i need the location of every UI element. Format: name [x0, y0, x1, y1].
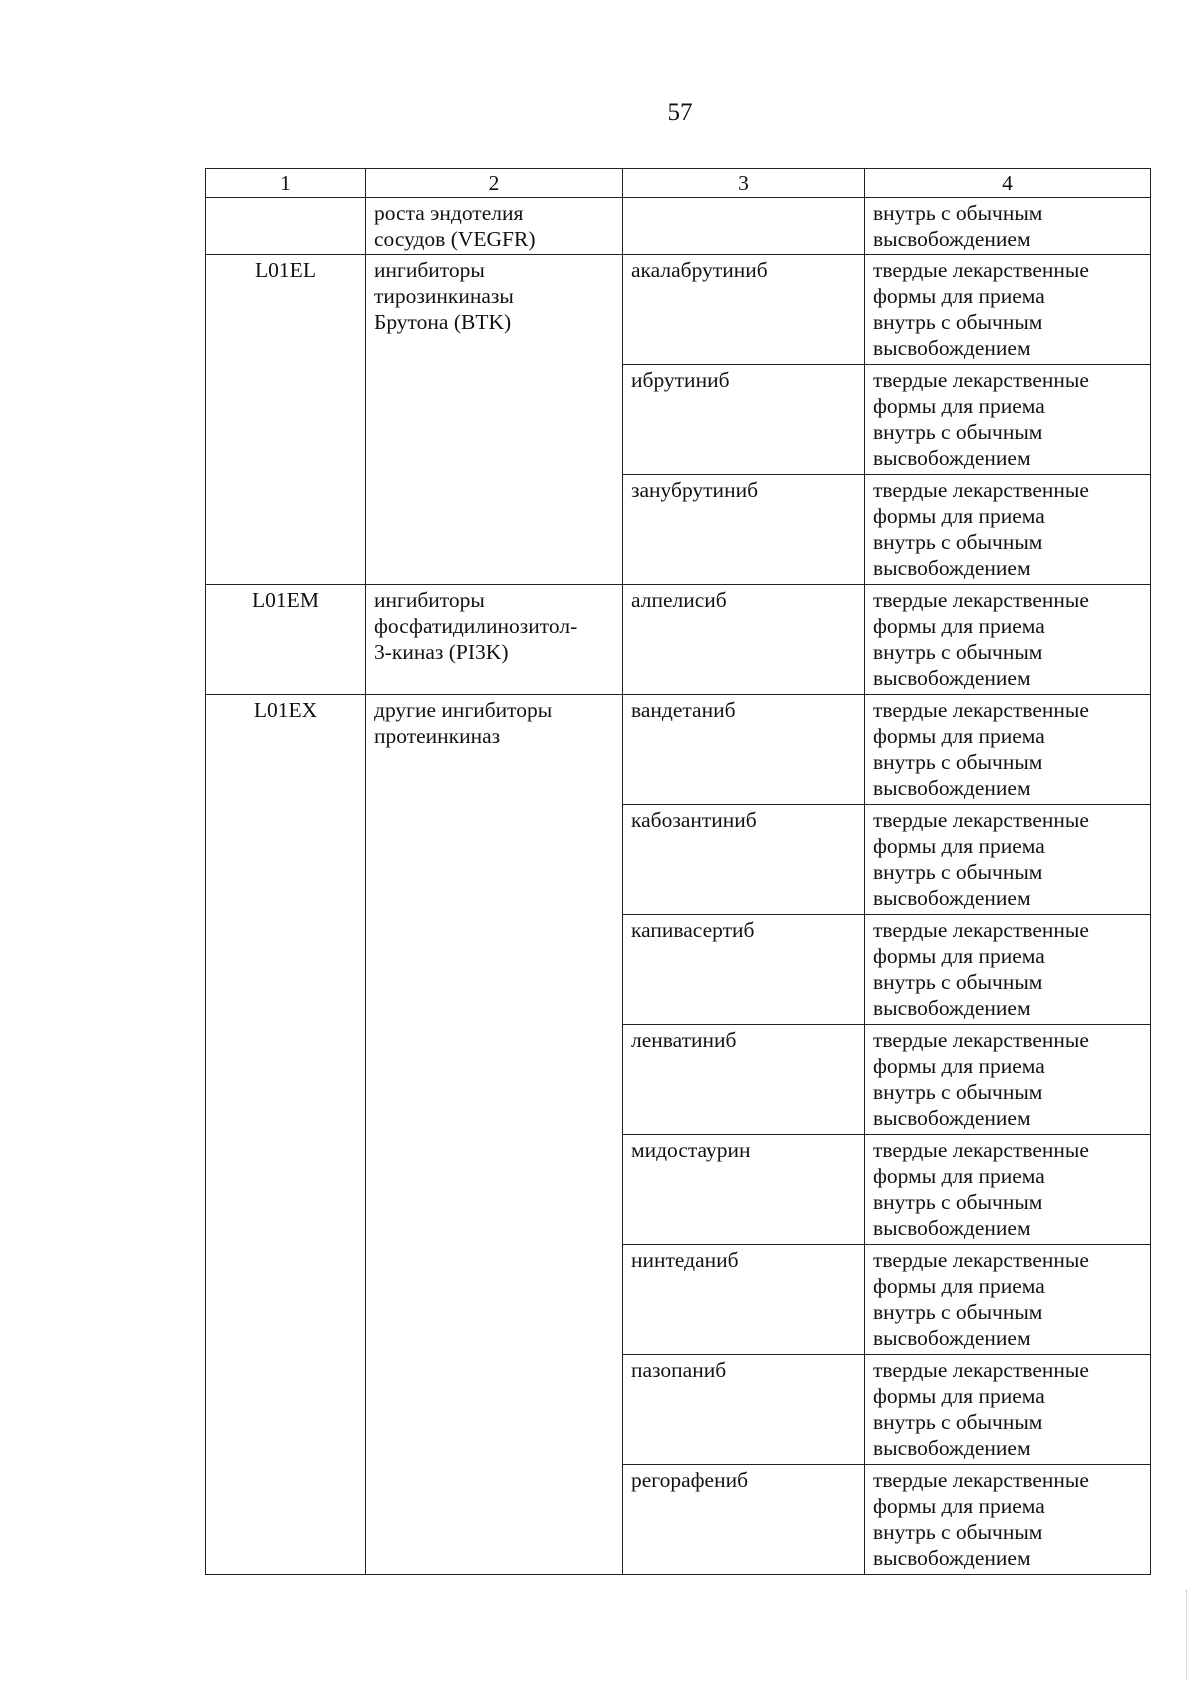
atc-code-cell: L01EM [206, 585, 366, 695]
group-cell-line: ингибиторы [374, 258, 485, 282]
dosage-form-cell-line: высвобождением [873, 1216, 1031, 1240]
dosage-form-cell-line: внутрь с обычным [873, 1300, 1043, 1324]
drug-name-cell: занубрутиниб [623, 475, 865, 585]
drug-name-cell: регорафениб [623, 1465, 865, 1575]
drug-name-cell: пазопаниб [623, 1355, 865, 1465]
dosage-form-cell-line: внутрь с обычным [873, 1520, 1043, 1544]
group-cell [366, 198, 623, 255]
dosage-form-cell [865, 255, 1151, 365]
dosage-form-cell-line: твердые лекарственные [873, 478, 1089, 502]
dosage-form-cell-line: формы для приема [873, 1494, 1045, 1518]
dosage-form-cell-line: формы для приема [873, 614, 1045, 638]
group-cell-line: 3-киназ (PI3K) [374, 640, 509, 664]
table-row [206, 695, 1151, 805]
dosage-form-cell-line: внутрь с обычным [873, 530, 1043, 554]
dosage-form-cell-line: внутрь с обычным [873, 1080, 1043, 1104]
dosage-form-cell-line: высвобождением [873, 886, 1031, 910]
dosage-form-cell-line: внутрь с обычным [873, 750, 1043, 774]
dosage-form-cell [865, 1025, 1151, 1135]
dosage-form-cell-line: формы для приема [873, 724, 1045, 748]
group-cell-line: Брутона (BTK) [374, 310, 512, 334]
drug-name-cell: алпелисиб [623, 585, 865, 695]
dosage-form-cell-line: высвобождением [873, 336, 1031, 360]
dosage-form-cell-line: внутрь с обычным [873, 640, 1043, 664]
group-cell-line: тирозинкиназы [374, 284, 514, 308]
dosage-form-cell-line: высвобождением [873, 1436, 1031, 1460]
dosage-form-cell-line: высвобождением [873, 1326, 1031, 1350]
dosage-form-cell [865, 695, 1151, 805]
drug-name-cell [623, 198, 865, 255]
dosage-form-cell-line: твердые лекарственные [873, 1028, 1089, 1052]
page-number: 57 [667, 99, 693, 126]
drug-name-cell: нинтеданиб [623, 1245, 865, 1355]
dosage-form-cell-line: формы для приема [873, 394, 1045, 418]
dosage-form-cell-line: твердые лекарственные [873, 918, 1089, 942]
table-header-row [206, 169, 1151, 198]
dosage-form-cell [865, 198, 1151, 255]
dosage-form-cell-line: твердые лекарственные [873, 1358, 1089, 1382]
drug-name-cell: акалабрутиниб [623, 255, 865, 365]
atc-code-cell: L01EX [206, 695, 366, 1575]
drug-name-cell: капивасертиб [623, 915, 865, 1025]
table-row [206, 255, 1151, 365]
dosage-form-cell-line: внутрь с обычным [873, 310, 1043, 334]
group-cell-line: ингибиторы [374, 588, 485, 612]
drug-table [205, 168, 1151, 1575]
drug-name-cell: мидостаурин [623, 1135, 865, 1245]
group-cell-line: протеинкиназ [374, 724, 501, 748]
dosage-form-cell-line: формы для приема [873, 834, 1045, 858]
dosage-form-cell-line: высвобождением [873, 996, 1031, 1020]
dosage-form-cell [865, 1465, 1151, 1575]
column-header: 2 [366, 169, 623, 198]
dosage-form-cell-line: внутрь с обычным [873, 970, 1043, 994]
column-header: 3 [623, 169, 865, 198]
dosage-form-cell-line: твердые лекарственные [873, 1138, 1089, 1162]
drug-table-body [206, 169, 1151, 1575]
dosage-form-cell-line: твердые лекарственные [873, 808, 1089, 832]
dosage-form-cell-line: формы для приема [873, 1054, 1045, 1078]
group-cell [366, 255, 623, 585]
scan-margin-marks [1186, 1590, 1189, 1680]
table-row [206, 585, 1151, 695]
drug-name-cell: ибрутиниб [623, 365, 865, 475]
atc-code-cell [206, 198, 366, 255]
dosage-form-cell [865, 365, 1151, 475]
dosage-form-cell-line: внутрь с обычным [873, 860, 1043, 884]
column-header: 1 [206, 169, 366, 198]
dosage-form-cell-line: формы для приема [873, 504, 1045, 528]
drug-name-cell: вандетаниб [623, 695, 865, 805]
table-row [206, 198, 1151, 255]
dosage-form-cell-line: формы для приема [873, 944, 1045, 968]
group-cell [366, 585, 623, 695]
dosage-form-cell [865, 1135, 1151, 1245]
dosage-form-cell-line: высвобождением [873, 776, 1031, 800]
group-cell [366, 695, 623, 1575]
dosage-form-cell-line: твердые лекарственные [873, 1248, 1089, 1272]
dosage-form-cell-line: внутрь с обычным [873, 201, 1043, 225]
atc-code-cell: L01EL [206, 255, 366, 585]
dosage-form-cell [865, 475, 1151, 585]
column-header: 4 [865, 169, 1151, 198]
dosage-form-cell-line: внутрь с обычным [873, 420, 1043, 444]
dosage-form-cell-line: высвобождением [873, 446, 1031, 470]
dosage-form-cell-line: твердые лекарственные [873, 698, 1089, 722]
dosage-form-cell [865, 915, 1151, 1025]
dosage-form-cell-line: твердые лекарственные [873, 258, 1089, 282]
dosage-form-cell [865, 1245, 1151, 1355]
dosage-form-cell-line: внутрь с обычным [873, 1190, 1043, 1214]
group-cell-line: сосудов (VEGFR) [374, 227, 536, 251]
drug-name-cell: ленватиниб [623, 1025, 865, 1135]
dosage-form-cell-line: твердые лекарственные [873, 1468, 1089, 1492]
dosage-form-cell-line: внутрь с обычным [873, 1410, 1043, 1434]
dosage-form-cell [865, 1355, 1151, 1465]
dosage-form-cell-line: формы для приема [873, 1384, 1045, 1408]
dosage-form-cell-line: высвобождением [873, 556, 1031, 580]
dosage-form-cell-line: формы для приема [873, 284, 1045, 308]
dosage-form-cell-line: формы для приема [873, 1164, 1045, 1188]
dosage-form-cell [865, 585, 1151, 695]
dosage-form-cell-line: высвобождением [873, 666, 1031, 690]
dosage-form-cell [865, 805, 1151, 915]
dosage-form-cell-line: твердые лекарственные [873, 588, 1089, 612]
dosage-form-cell-line: высвобождением [873, 1546, 1031, 1570]
dosage-form-cell-line: твердые лекарственные [873, 368, 1089, 392]
dosage-form-cell-line: высвобождением [873, 1106, 1031, 1130]
dosage-form-cell-line: формы для приема [873, 1274, 1045, 1298]
group-cell-line: фосфатидилинозитол- [374, 614, 578, 638]
dosage-form-cell-line: высвобождением [873, 227, 1031, 251]
group-cell-line: роста эндотелия [374, 201, 524, 225]
drug-name-cell: кабозантиниб [623, 805, 865, 915]
group-cell-line: другие ингибиторы [374, 698, 553, 722]
